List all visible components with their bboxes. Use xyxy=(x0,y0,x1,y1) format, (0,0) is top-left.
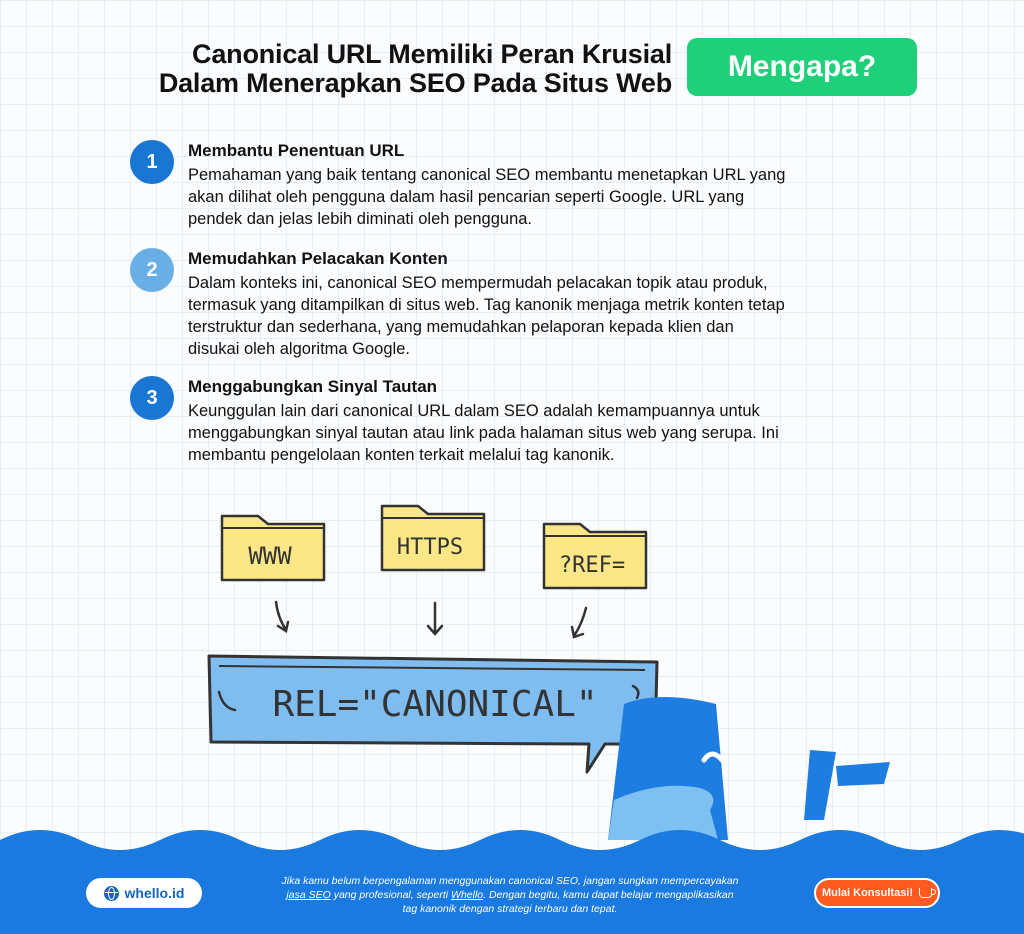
point-body-1: Pemahaman yang baik tentang canonical SEO membantu menetapkan URL yang akan dilihat oleh pengguna dalam hasil pencarian seperti Google. URL yang pendek dan jelas lebih diminati oleh pengguna. xyxy=(188,166,786,228)
folder-label: HTTPS xyxy=(396,535,464,560)
logo-text: whello.id xyxy=(124,885,185,901)
folder-www xyxy=(218,510,330,584)
point-body-3: Keunggulan lain dari canonical URL dalam SEO adalah kemampuannya untuk menggabungkan sinyal tautan atau link pada halaman situs web yang serupa. Ini membantu pengelolaan konten terkait melalui tag kanonik. xyxy=(188,402,779,464)
why-badge: Mengapa? xyxy=(687,38,917,96)
folder-icon xyxy=(540,518,652,592)
page-title xyxy=(159,40,672,98)
folder-icon xyxy=(218,510,330,584)
footer-note xyxy=(250,874,770,916)
footer-note-text: yang profesional, seperti xyxy=(330,889,452,901)
folder-label: ?REF= xyxy=(558,553,626,578)
point-title-3: Menggabungkan Sinyal Tautan xyxy=(188,377,438,396)
point-title-2: Memudahkan Pelacakan Konten xyxy=(188,249,448,268)
folder-https xyxy=(378,500,490,574)
folder-ref xyxy=(540,518,652,592)
footer-note-text: . Dengan begitu, kamu dapat belajar mengaplikasikan xyxy=(483,889,734,901)
point-number-3: 3 xyxy=(130,376,174,420)
jasa-seo-link[interactable]: jasa SEO xyxy=(286,889,331,901)
whello-link[interactable]: Whello xyxy=(451,889,484,901)
arrow-down-icon xyxy=(268,598,298,638)
folder-label: WWW xyxy=(248,542,292,570)
globe-icon xyxy=(104,886,119,901)
title-line-1: Canonical URL Memiliki Peran Krusial xyxy=(192,39,672,69)
point-title-1: Membantu Penentuan URL xyxy=(188,141,405,160)
banner-text: REL="CANONICAL" xyxy=(272,684,598,725)
footer-note-line-2 xyxy=(250,888,770,902)
footer-note-line-1: Jika kamu belum berpengalaman menggunakan canonical SEO, jangan sungkan mempercayakan xyxy=(281,875,739,887)
title-line-2: Dalam Menerapkan SEO Pada Situs Web xyxy=(158,68,672,98)
cta-label: Mulai Konsultasi! xyxy=(821,887,914,899)
whello-logo[interactable] xyxy=(86,878,202,908)
arrow-down-icon xyxy=(420,600,450,640)
point-body-2: Dalam konteks ini, canonical SEO mempermudah pelacakan topik atau produk, termasuk yang ditampilkan di situs web. Tag kanonik menjaga metrik konten tetap terstruktur dan sederhana, yang memudahkan pelaporan kepada klien dan disukai oleh algoritma Google. xyxy=(188,274,785,358)
coffee-cup-icon xyxy=(919,888,932,898)
point-number-2: 2 xyxy=(130,248,174,292)
arrow-down-icon xyxy=(564,604,594,644)
folder-icon xyxy=(378,500,490,574)
consultation-button[interactable] xyxy=(814,878,940,908)
canonical-banner xyxy=(205,652,665,782)
point-number-1: 1 xyxy=(130,140,174,184)
footer-note-line-3: tag kanonik dengan strategi terbaru dan tepat. xyxy=(402,903,618,915)
